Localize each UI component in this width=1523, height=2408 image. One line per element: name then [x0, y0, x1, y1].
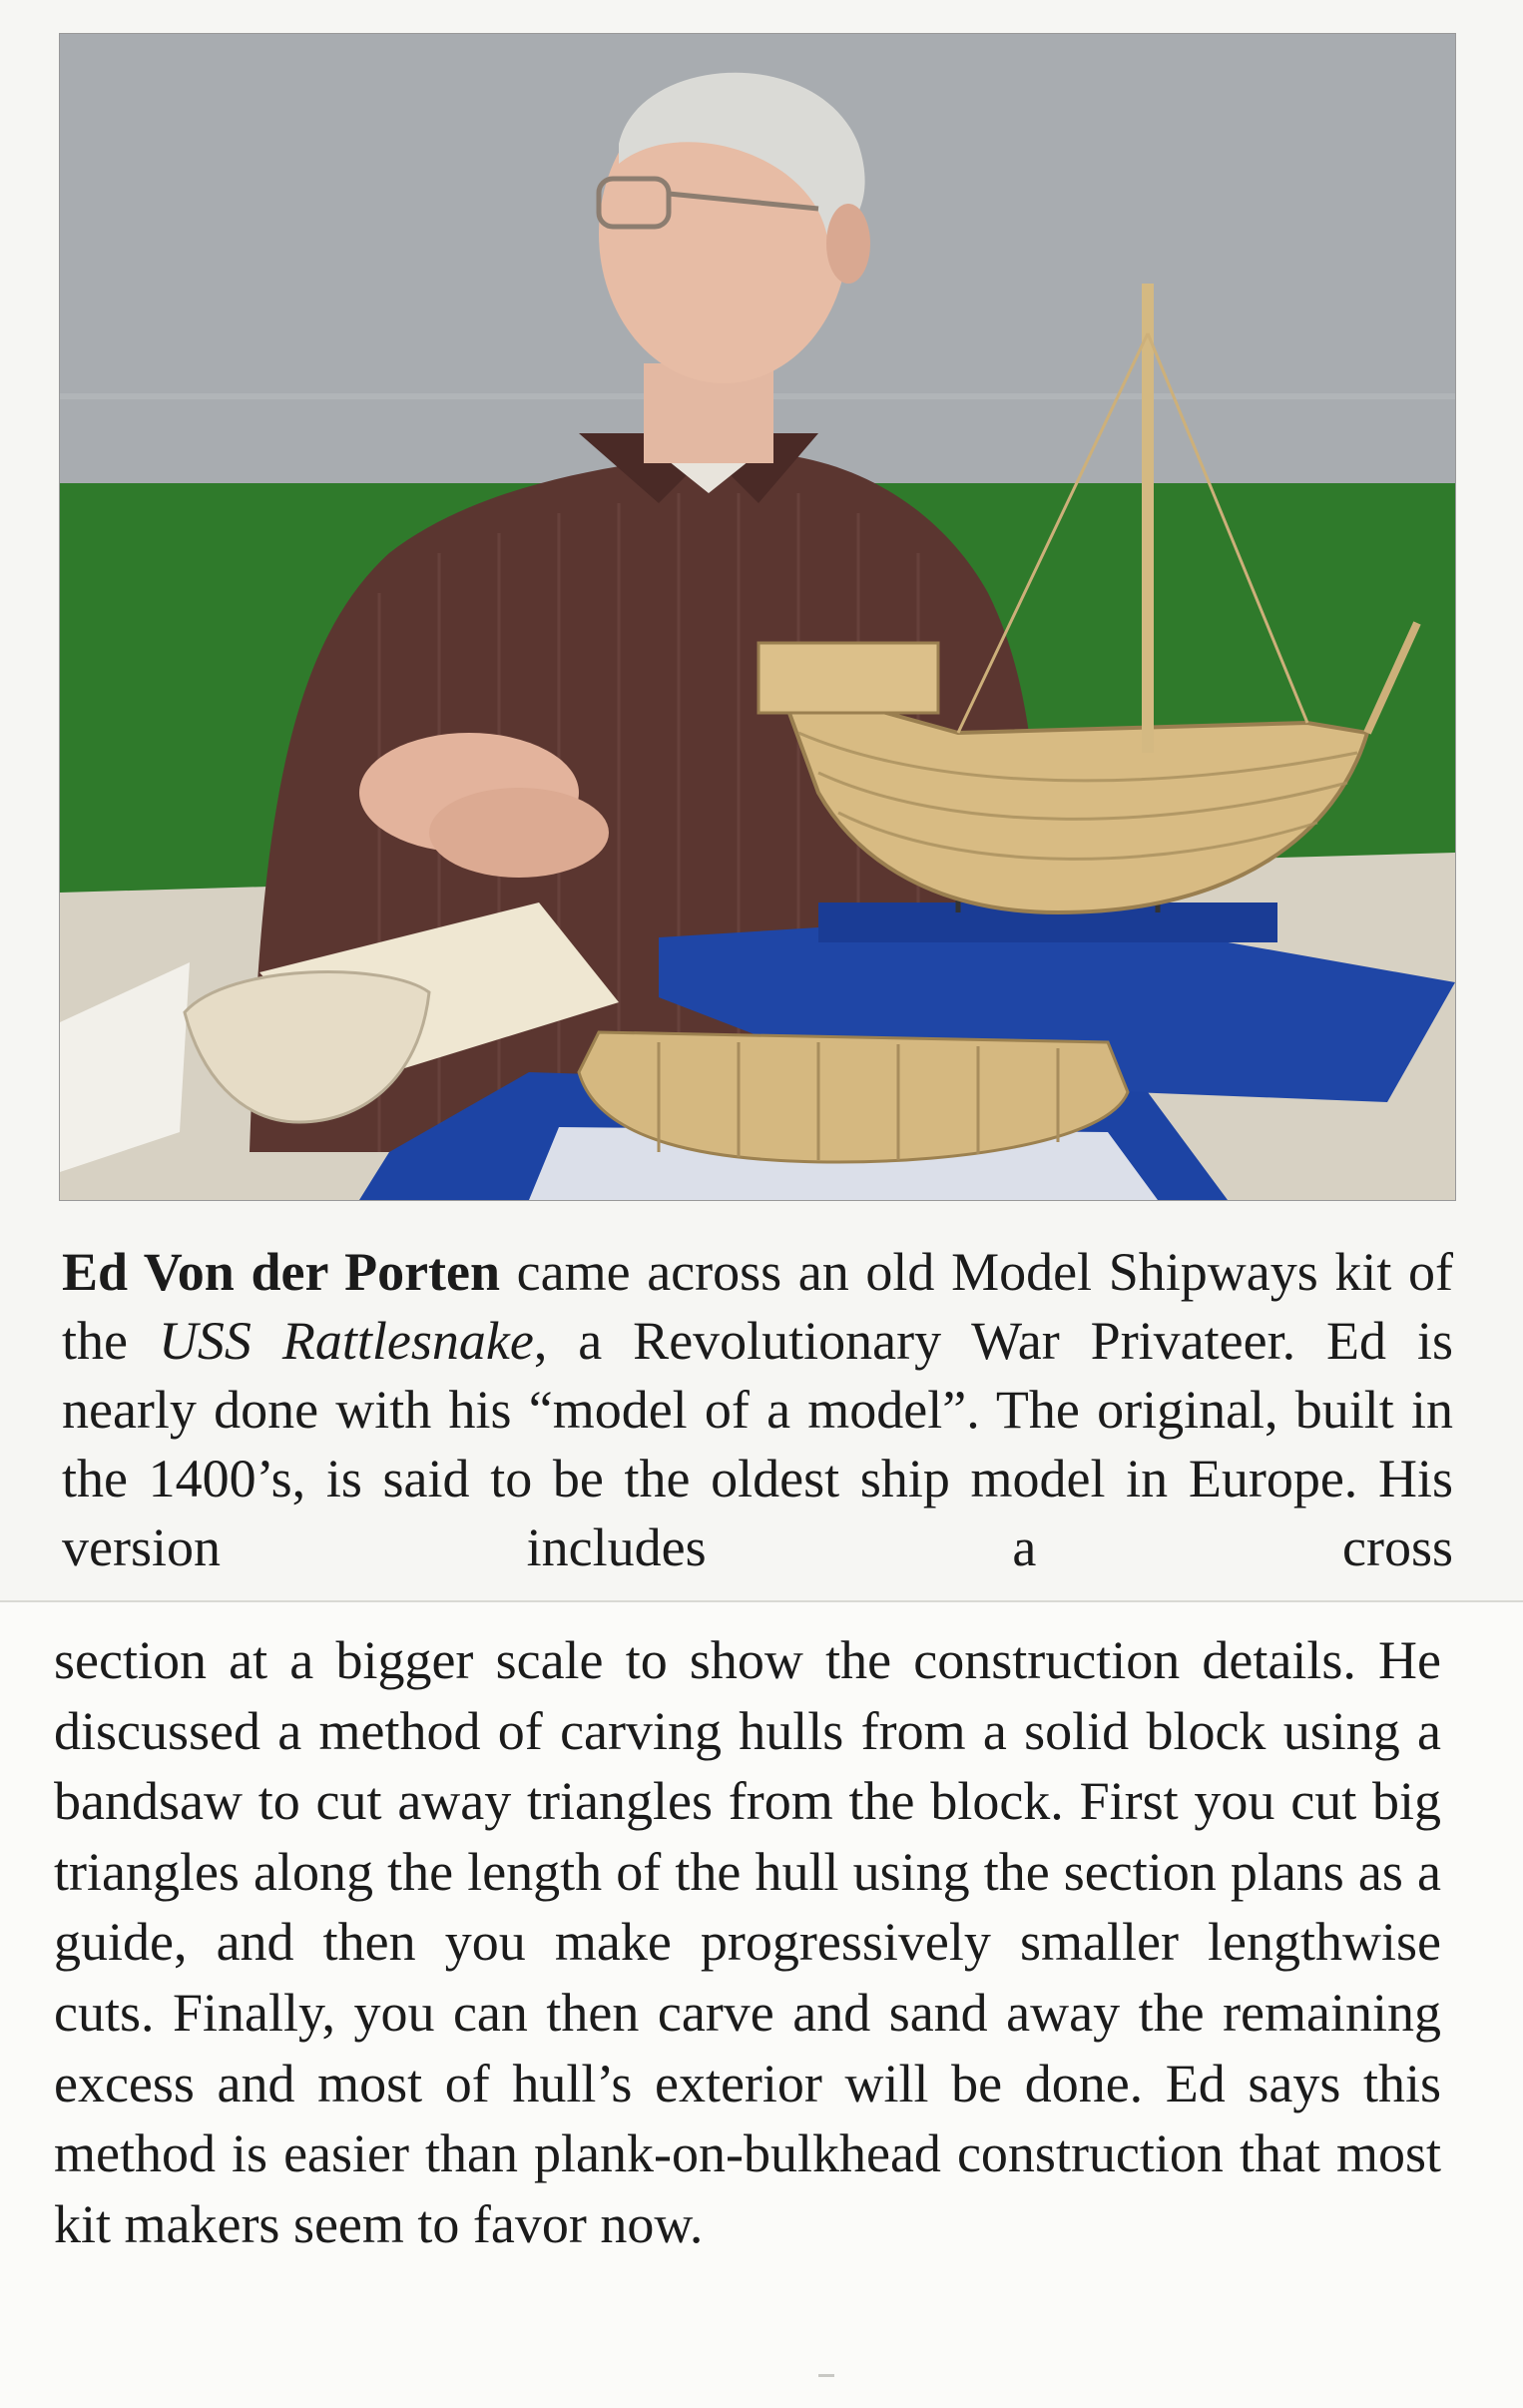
ship-name: USS Rattlesnake [158, 1311, 534, 1371]
text-segment-b: , a Revolutionary War Privateer. Ed is nearly done with his “model of a model”. The original, built in the 1400’s, is said to be the oldest ship model in Europe. His version includes a cross [62, 1311, 1453, 1577]
photo-icon [60, 34, 1455, 1200]
scan-mark [818, 2374, 834, 2377]
article-photo [59, 33, 1456, 1201]
person-name: Ed Von der Porten [62, 1242, 501, 1302]
text-segment-a: came across an old Model Shipways kit of the [62, 1242, 1453, 1371]
caption-paragraph-lower: section at a bigger scale to show the construction details. He discussed a method of carving hulls from a solid block using a bandsaw to cut away triangles from the block. First you cut big triangles along the length of the hull using the section plans as a guide, and then you make progressively smaller lengthwise cuts. Finally, you can then carve and sand away the remaining excess and most of hull’s exterior will be done. Ed says this method is easier than plank-on-bulkhead construction that most kit makers seem to favor now. [54, 1630, 1441, 2254]
caption-paragraph-upper [62, 1238, 1453, 1582]
